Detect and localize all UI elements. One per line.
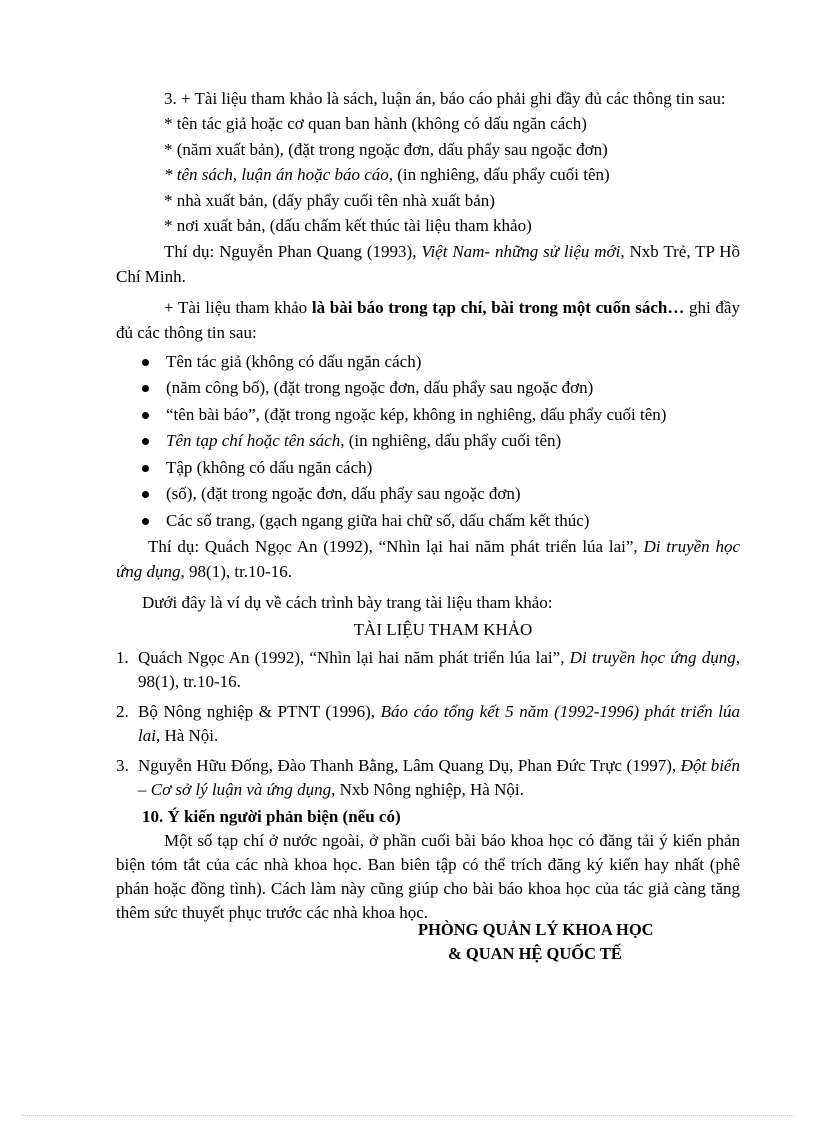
- reference-number: 3.: [116, 756, 129, 775]
- article-field-text: (năm công bố), (đặt trong ngoặc đơn, dấu phẩy sau ngoặc đơn): [166, 378, 594, 397]
- example-article-post: , 98(1), tr.10-16.: [180, 562, 292, 581]
- example-article-journal: Di truyền học ứng dụng: [116, 537, 740, 581]
- signature-line-1: PHÒNG QUẢN LÝ KHOA HỌC: [418, 920, 654, 939]
- article-field-italic: Tên tạp chí hoặc tên sách: [166, 431, 341, 450]
- book-field-3: [116, 162, 740, 188]
- example-article: [116, 534, 740, 584]
- bullet-icon: [142, 465, 149, 472]
- article-field-6: [116, 481, 740, 508]
- signature-line-2: & QUAN HỆ QUỐC TẾ: [448, 944, 622, 963]
- article-intro-pre: + Tài liệu tham khảo: [164, 297, 312, 317]
- references-heading: [116, 617, 740, 642]
- article-field-text: , (in nghiêng, dấu phẩy cuối tên): [340, 431, 562, 450]
- bullet-icon: [142, 438, 149, 445]
- reference-italic: Báo cáo tổng kết 5 năm (1992-1996) phát triển lúa lai,: [138, 702, 741, 745]
- reference-post: , Nxb Nông nghiệp, Hà Nội.: [331, 780, 524, 799]
- book-field-text: * nơi xuất bản, (dấu chấm kết thúc tài liệu tham khảo): [164, 216, 532, 235]
- article-field-3: [116, 402, 740, 429]
- article-field-7: [116, 508, 740, 535]
- article-field-text: “tên bài báo”, (đặt trong ngoặc kép, không in nghiêng, dấu phẩy cuối tên): [166, 404, 667, 424]
- section-10-heading: [116, 804, 740, 829]
- article-field-1: [116, 349, 740, 376]
- reference-number: 2.: [116, 702, 129, 721]
- bullet-icon: [142, 359, 149, 366]
- example-article-pre: Thí dụ: Quách Ngọc An (1992), “Nhìn lại hai năm phát triển lúa lai”,: [148, 537, 644, 556]
- bullet-icon: [142, 385, 149, 392]
- article-field-2: [116, 375, 740, 402]
- example-intro: [116, 590, 740, 615]
- reference-number: 1.: [116, 648, 129, 667]
- article-field-text: Tên tác giả (không có dấu ngăn cách): [166, 351, 422, 371]
- article-field-text: (số), (đặt trong ngoặc đơn, dấu phẩy sau ngoặc đơn): [166, 484, 521, 503]
- section-10-body-text: Một số tạp chí ở nước ngoài, ở phần cuối bài báo khoa học có đăng tải ý kiến phản biện tóm tắt của các nhà khoa học. Ban biên tập có thể trích đăng ký kiến hay nhất (phê phán hoặc đồng tình). Cách làm này cũng giúp cho bài báo khoa học của tác giả càng tăng thêm sức thuyết phục trước các nhà khoa học.: [116, 831, 740, 922]
- article-field-text: Tập (không có dấu ngăn cách): [166, 457, 373, 477]
- reference-post: , 98(1), tr.10-16.: [138, 648, 741, 691]
- book-fields-list: [116, 111, 740, 239]
- article-intro-post: ghi đầy đủ các thông tin sau:: [116, 297, 740, 342]
- bullet-icon: [142, 491, 149, 498]
- reference-pre: Nguyễn Hữu Đống, Đào Thanh Bằng, Lâm Quang Dụ, Phan Đức Trực (1997),: [138, 756, 681, 775]
- document-page: [116, 86, 740, 925]
- example-book-post: , Nxb Trẻ, TP Hồ Chí Minh.: [116, 241, 740, 286]
- sec3-intro-text: 3. + Tài liệu tham khảo là sách, luận án, báo cáo phải ghi đầy đủ các thông tin sau:: [164, 89, 726, 108]
- reference-item-2: [116, 700, 740, 748]
- reference-pre: Quách Ngọc An (1992), “Nhìn lại hai năm phát triển lúa lai”,: [138, 648, 570, 667]
- book-field-text: * nhà xuất bản, (dấy phẩy cuối tên nhà xuất bản): [164, 190, 495, 210]
- signature-block: [418, 918, 698, 966]
- reference-italic: Di truyền học ứng dụng: [569, 648, 736, 667]
- book-field-text: * tên tác giả hoặc cơ quan ban hành (không có dấu ngăn cách): [164, 114, 587, 133]
- reference-item-3: [116, 754, 740, 802]
- section-10-body: [116, 829, 740, 925]
- reference-pre: Bộ Nông nghiệp & PTNT (1996),: [138, 702, 381, 721]
- book-field-2: [116, 137, 740, 163]
- sec3-intro: [116, 86, 740, 111]
- article-field-text: Các số trang, (gạch ngang giữa hai chữ số, dấu chấm kết thúc): [166, 510, 590, 530]
- article-intro-bold: là bài báo trong tạp chí, bài trong một cuốn sách…: [311, 297, 685, 317]
- article-field-5: [116, 455, 740, 482]
- article-intro: [116, 295, 740, 345]
- example-intro-text: Dưới đây là ví dụ về cách trình bày trang tài liệu tham khảo:: [142, 593, 553, 612]
- reference-italic: Đột biến – Cơ sở lý luận và ứng dụng: [138, 756, 740, 799]
- example-book-title: Việt Nam- những sử liệu mới: [421, 241, 621, 261]
- references-heading-text: TÀI LIỆU THAM KHẢO: [353, 620, 533, 639]
- example-book: [116, 239, 740, 289]
- article-field-4: [116, 428, 740, 455]
- book-field-italic: * tên sách, luận án hoặc báo cáo: [164, 165, 389, 184]
- reference-post: Hà Nội.: [160, 726, 219, 745]
- article-fields-list: [116, 349, 740, 535]
- book-field-text: * (năm xuất bản), (đặt trong ngoặc đơn, dấu phẩy sau ngoặc đơn): [164, 139, 608, 159]
- example-book-pre: Thí dụ: Nguyễn Phan Quang (1993),: [164, 241, 422, 261]
- book-field-text: , (in nghiêng, dấu phẩy cuối tên): [388, 165, 610, 184]
- bullet-icon: [142, 412, 149, 419]
- book-field-5: [116, 213, 740, 239]
- footer-rule: [22, 1115, 794, 1116]
- book-field-1: [116, 111, 740, 137]
- reference-item-1: [116, 646, 740, 694]
- bullet-icon: [142, 518, 149, 525]
- book-field-4: [116, 188, 740, 214]
- section-10-heading-text: 10. Ý kiến người phản biện (nếu có): [142, 807, 401, 826]
- references-list: [116, 646, 740, 802]
